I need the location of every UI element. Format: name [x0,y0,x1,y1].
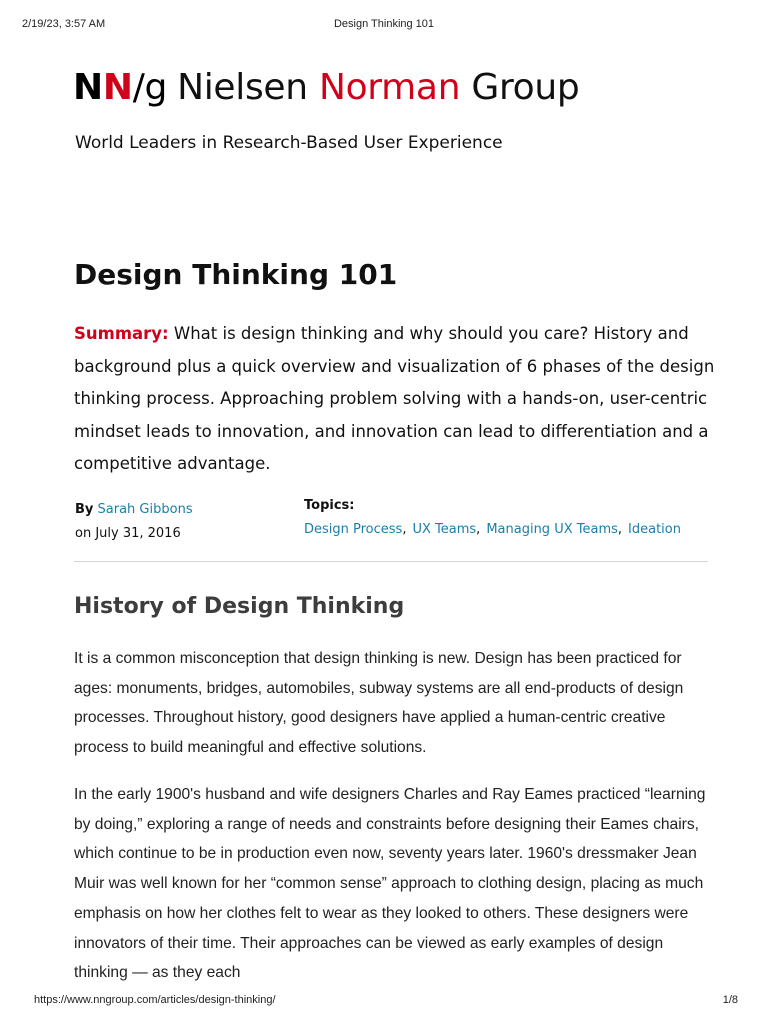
topics-list [304,518,681,542]
author-link[interactable]: Sarah Gibbons [97,502,193,517]
logo-letter-n-red: N [102,67,133,108]
divider [74,561,708,562]
article-summary [74,318,724,481]
nng-logo[interactable] [73,62,579,114]
logo-word-group: Group [471,67,580,108]
by-label: By [75,502,94,517]
site-tagline: World Leaders in Research-Based User Experience [75,133,503,153]
topic-link-ideation[interactable]: Ideation [628,522,681,537]
print-datetime: 2/19/23, 3:57 AM [22,18,106,30]
topic-separator: , [476,522,481,537]
body-paragraph: It is a common misconception that design thinking is new. Design has been practiced for ages: monuments, bridges, automobiles, subway systems are all end-products of design processes. Throughout history, good designers have applied a human-centric creative process to build meaningful and effective solutions. [74,650,684,757]
logo-slash-g: /g [132,67,168,108]
logo-word-norman: Norman [318,67,461,108]
summary-label: Summary: [74,324,169,343]
topics-block [304,494,681,542]
topic-separator: , [402,522,407,537]
print-url: https://www.nngroup.com/articles/design-thinking/ [34,994,276,1006]
topic-link-ux-teams[interactable]: UX Teams [412,522,477,537]
body-paragraph: In the early 1900's husband and wife designers Charles and Ray Eames practiced “learning by doing,” exploring a range of needs and constraints before designing their Eames chairs, which continue to be in production even now, seventy years later. 1960's dressmaker Jean Muir was well known for her “common sense” approach to clothing design, placing as much emphasis on how her clothes felt to wear as they looked to others. These designers were innovators of their time. Their approaches can be viewed as early examples of design thinking — as they each [74,786,706,982]
logo-word-nielsen: Nielsen [177,67,308,108]
section-heading: History of Design Thinking [74,594,405,619]
topics-heading: Topics: [304,498,355,513]
topic-link-managing-ux-teams[interactable]: Managing UX Teams [486,522,618,537]
print-document-title: Design Thinking 101 [333,18,435,30]
publish-date: on July 31, 2016 [75,526,181,541]
print-page-number: 1/8 [722,994,738,1006]
topic-link-design-process[interactable]: Design Process [304,522,403,537]
summary-text: What is design thinking and why should you care? History and background plus a quick overview and visualization of 6 phases of the design thinking process. Approaching problem solving with a hands-on, user-centric mindset leads to innovation, and innovation can lead to differentiation and a competitive advantage. [74,324,715,473]
topic-separator: , [617,522,623,537]
author-line [75,498,193,522]
byline [75,498,193,546]
logo-letter-n-black: N [73,67,103,108]
article-title: Design Thinking 101 [74,258,398,291]
